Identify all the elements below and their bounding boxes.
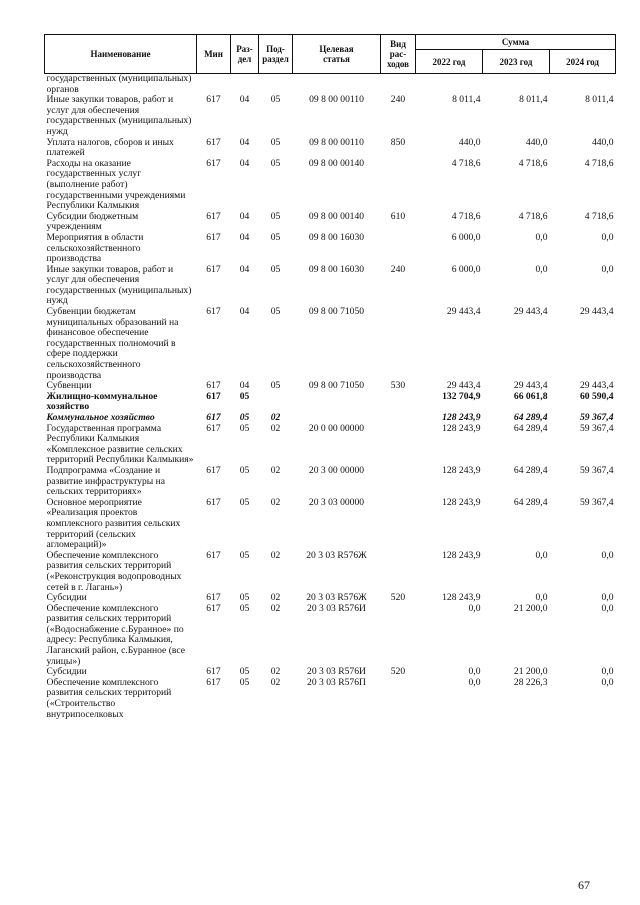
- cell-kind: [381, 551, 416, 593]
- cell-name: Государственная программа Республики Калмыкия «Комплексное развитие сельских территорий Республики Калмыкия»: [46, 422, 194, 466]
- header-sum: Сумма: [416, 35, 616, 50]
- cell-target: 20 3 03 R576Ж: [306, 549, 367, 561]
- cell-2022: 128 243,9: [442, 464, 481, 476]
- cell-subsection: 05: [270, 263, 281, 275]
- cell-2022: 440,0: [458, 136, 481, 148]
- cell-2022: 0,0: [468, 666, 481, 678]
- cell-subsection: 02: [270, 422, 281, 434]
- cell-section: 05: [239, 464, 250, 476]
- cell-min: 617: [206, 666, 221, 678]
- table-row: [45, 159, 616, 212]
- cell-section: 05: [239, 602, 250, 614]
- cell-2022: 0,0: [468, 676, 481, 688]
- cell-subsection: 05: [270, 94, 281, 106]
- cell-kind: 530: [390, 380, 406, 392]
- cell-2023: 0,0: [535, 263, 548, 275]
- cell-2024: 0,0: [601, 666, 614, 678]
- cell-2023: 4 718,6: [518, 210, 548, 222]
- cell-2023: 64 289,4: [513, 412, 548, 423]
- cell-target: 09 8 00 00110: [309, 136, 364, 148]
- cell-2024: 59 367,4: [579, 422, 614, 434]
- cell-section: 05: [239, 592, 250, 604]
- budget-table: [44, 34, 616, 720]
- cell-kind: [381, 413, 416, 424]
- cell-kind: [381, 466, 416, 498]
- cell-kind: [381, 498, 416, 551]
- cell-min: 617: [206, 496, 221, 508]
- cell-subsection: 05: [270, 380, 281, 392]
- table-body: [45, 74, 616, 721]
- cell-section: 05: [239, 390, 250, 402]
- cell-section: 05: [239, 412, 250, 423]
- cell-2023: 28 226,3: [513, 676, 548, 688]
- cell-2022: 128 243,9: [442, 422, 481, 434]
- table-row: [45, 74, 616, 96]
- cell-2022: 8 011,4: [452, 94, 481, 106]
- cell-2023: 21 200,0: [513, 602, 548, 614]
- cell-kind: 850: [390, 136, 406, 148]
- cell-name: Мероприятия в области сельскохозяйственного производства: [46, 231, 144, 265]
- cell-min: 617: [206, 210, 221, 222]
- cell-subsection: 02: [270, 592, 281, 604]
- cell-min: [197, 74, 231, 96]
- cell-name: Субвенции: [46, 380, 92, 392]
- cell-section: 04: [239, 380, 250, 392]
- cell-2022: 29 443,4: [446, 306, 481, 318]
- cell-subsection: 02: [270, 496, 281, 508]
- cell-name: Обеспечение комплексного развития сельских территорий («Строительство внутрипоселковых: [46, 676, 172, 720]
- cell-section: 05: [239, 422, 250, 434]
- cell-subsection: 02: [270, 666, 281, 678]
- cell-target: 09 8 00 71050: [308, 380, 365, 392]
- cell-min: 617: [206, 231, 221, 243]
- cell-kind: 240: [390, 263, 406, 275]
- cell-2022: 132 704,9: [442, 390, 481, 402]
- cell-name: Подпрограмма «Создание и развитие инфраструктуры на сельских территориях»: [46, 464, 165, 498]
- cell-subsection: 05: [270, 157, 281, 169]
- cell-2023: 0,0: [535, 549, 548, 561]
- header-2024: 2024 год: [550, 50, 616, 74]
- cell-section: 04: [239, 136, 250, 148]
- cell-2022: 128 243,9: [442, 412, 481, 423]
- cell-2023: 21 200,0: [513, 666, 548, 678]
- header-2022: 2022 год: [416, 50, 483, 74]
- table-row: [45, 265, 616, 307]
- cell-2022: 4 718,6: [451, 210, 481, 222]
- cell-2023: [483, 74, 550, 96]
- header-subsection: Под- раздел: [259, 35, 293, 74]
- cell-2023: 64 289,4: [513, 422, 548, 434]
- cell-target: 09 8 00 16030: [308, 263, 365, 275]
- cell-subsection: 02: [270, 676, 281, 688]
- cell-subsection: [259, 74, 293, 96]
- cell-name: Жилищно-коммунальное хозяйство: [46, 390, 158, 413]
- table-row: [45, 424, 616, 466]
- cell-2024: 60 590,4: [579, 390, 614, 402]
- cell-2024: 29 443,4: [579, 380, 614, 392]
- cell-subsection: 02: [270, 412, 281, 423]
- cell-2023: 4 718,6: [518, 157, 548, 169]
- cell-2024: 59 367,4: [579, 412, 614, 423]
- cell-2024: 0,0: [601, 592, 614, 604]
- cell-name: Субсидии бюджетным учреждениям: [46, 210, 139, 233]
- cell-2022: 128 243,9: [442, 549, 481, 561]
- table-row: [45, 604, 616, 668]
- cell-min: 617: [206, 380, 221, 392]
- cell-kind: [381, 307, 416, 381]
- cell-2022: 6 000,0: [451, 231, 481, 243]
- cell-section: 04: [239, 94, 250, 106]
- cell-section: 04: [239, 157, 250, 169]
- table-row: [45, 466, 616, 498]
- cell-target: 20 3 03 00000: [308, 496, 365, 508]
- cell-name: Субвенции бюджетам муниципальных образований на финансовое обеспечение государственных полномочий в сфере поддержки сельскохозяйственного производства: [46, 306, 179, 381]
- cell-kind: [381, 392, 416, 413]
- cell-target: 20 3 03 R576П: [307, 676, 366, 688]
- cell-2023: 64 289,4: [513, 464, 548, 476]
- cell-min: 617: [206, 306, 221, 318]
- cell-name: Уплата налогов, сборов и иных платежей: [46, 136, 174, 159]
- table-row: [45, 413, 616, 424]
- table-row: [45, 233, 616, 265]
- cell-kind: 240: [390, 94, 406, 106]
- cell-2024: 0,0: [601, 602, 614, 614]
- cell-kind: 520: [390, 592, 406, 604]
- cell-min: 617: [206, 390, 221, 402]
- cell-subsection: 02: [270, 602, 281, 614]
- cell-min: 617: [206, 464, 221, 476]
- cell-2022: 29 443,4: [446, 380, 481, 392]
- cell-min: 617: [206, 412, 221, 423]
- cell-2022: [416, 74, 483, 96]
- cell-kind: 520: [390, 666, 406, 678]
- cell-min: 617: [206, 157, 221, 169]
- cell-2024: 0,0: [601, 263, 614, 275]
- cell-kind: [381, 159, 416, 212]
- cell-section: 04: [239, 263, 250, 275]
- cell-section: 05: [239, 549, 250, 561]
- cell-subsection: 05: [270, 231, 281, 243]
- cell-target: [293, 413, 381, 424]
- cell-2022: 4 718,6: [451, 157, 481, 169]
- cell-min: 617: [206, 676, 221, 688]
- cell-2024: 59 367,4: [579, 496, 614, 508]
- cell-target: 09 8 00 00140: [308, 157, 365, 169]
- cell-kind: [381, 424, 416, 466]
- cell-section: 05: [239, 496, 250, 508]
- cell-min: 617: [206, 602, 221, 614]
- cell-name: Субсидии: [46, 592, 87, 604]
- table-row: [45, 212, 616, 233]
- cell-section: 04: [239, 306, 250, 318]
- cell-name: Иные закупки товаров, работ и услуг для обеспечения государственных (муниципальных) нужд: [46, 94, 192, 137]
- cell-subsection: 05: [270, 136, 281, 148]
- cell-subsection: [259, 392, 293, 413]
- cell-section: 05: [239, 666, 250, 678]
- cell-min: 617: [206, 94, 221, 106]
- cell-min: 617: [206, 592, 221, 604]
- table-row: [45, 678, 616, 720]
- cell-section: [231, 74, 259, 96]
- cell-target: 09 8 00 16030: [308, 231, 365, 243]
- cell-2023: 66 061,8: [513, 390, 548, 402]
- cell-min: 617: [206, 136, 221, 148]
- cell-name: Иные закупки товаров, работ и услуг для обеспечения государственных (муниципальных) нужд: [46, 263, 192, 307]
- cell-2024: 0,0: [601, 231, 614, 243]
- cell-2022: 128 243,9: [442, 592, 481, 604]
- cell-target: 20 0 00 00000: [308, 422, 365, 434]
- cell-kind: [381, 678, 416, 720]
- cell-2023: 64 289,4: [513, 496, 548, 508]
- cell-2024: 0,0: [601, 549, 614, 561]
- table-row: [45, 138, 616, 159]
- cell-subsection: 02: [270, 549, 281, 561]
- cell-min: 617: [206, 422, 221, 434]
- cell-min: 617: [206, 263, 221, 275]
- cell-2024: 0,0: [601, 676, 614, 688]
- cell-2022: 6 000,0: [451, 263, 481, 275]
- cell-target: 09 8 00 00110: [309, 94, 364, 106]
- cell-name: Обеспечение комплексного развития сельских территорий («Водоснабжение с.Буранное» по адресу: Республика Калмыкия, Лаганский район, с.Буранное (все улицы»): [46, 602, 186, 667]
- header-min: Мин: [197, 35, 231, 74]
- cell-target: 20 3 00 00000: [308, 464, 365, 476]
- cell-target: 09 8 00 00140: [308, 210, 365, 222]
- cell-2024: 4 718,6: [584, 157, 614, 169]
- cell-subsection: 05: [270, 210, 281, 222]
- cell-kind: 610: [390, 210, 406, 222]
- table-row: [45, 307, 616, 381]
- cell-name: Основное мероприятие «Реализация проектов комплексного развития сельских территорий (сельских агломераций)»: [46, 496, 181, 551]
- cell-section: 04: [239, 231, 250, 243]
- cell-2023: 29 443,4: [513, 380, 548, 392]
- cell-2023: 0,0: [535, 231, 548, 243]
- cell-target: [293, 392, 381, 413]
- header-2023: 2023 год: [483, 50, 550, 74]
- cell-2024: 440,0: [591, 136, 614, 148]
- table-row: [45, 95, 616, 137]
- cell-min: 617: [206, 549, 221, 561]
- header-kind: Вид рас- ходов: [381, 35, 416, 74]
- table-row: [45, 498, 616, 551]
- cell-name: Коммунальное хозяйство: [46, 412, 155, 423]
- table-header: [45, 35, 616, 74]
- header-name: Наименование: [45, 35, 197, 74]
- cell-kind: [381, 233, 416, 265]
- cell-2022: 0,0: [468, 602, 481, 614]
- page-number: 67: [578, 878, 590, 892]
- cell-kind: [381, 74, 416, 96]
- cell-name: государственных (муниципальных) органов: [46, 73, 192, 95]
- cell-subsection: 05: [270, 306, 281, 318]
- cell-2023: 0,0: [535, 592, 548, 604]
- header-section: Раз- дел: [231, 35, 259, 74]
- cell-2024: [550, 74, 616, 96]
- cell-2023: 29 443,4: [513, 306, 548, 318]
- cell-2024: 4 718,6: [584, 210, 614, 222]
- cell-target: 20 3 03 R576И: [307, 602, 366, 614]
- cell-2024: 8 011,4: [585, 94, 614, 106]
- cell-kind: [381, 604, 416, 668]
- cell-section: 04: [239, 210, 250, 222]
- cell-target: 20 3 03 R576Ж: [306, 592, 367, 604]
- cell-subsection: 02: [270, 464, 281, 476]
- cell-target: 09 8 00 71050: [308, 306, 365, 318]
- cell-2023: 8 011,4: [519, 94, 548, 106]
- cell-2023: 440,0: [525, 136, 548, 148]
- cell-2024: 59 367,4: [579, 464, 614, 476]
- cell-2024: 29 443,4: [579, 306, 614, 318]
- cell-section: 05: [239, 676, 250, 688]
- table-row: [45, 392, 616, 413]
- cell-target: 20 3 03 R576И: [307, 666, 366, 678]
- cell-target: [293, 74, 381, 96]
- cell-name: Расходы на оказание государственных услуг (выполнение работ) государственными учреждениями Республики Калмыкия: [46, 157, 186, 212]
- table-row: [45, 551, 616, 593]
- header-target: Целевая статья: [293, 35, 381, 74]
- cell-name: Субсидии: [46, 666, 87, 678]
- cell-name: Обеспечение комплексного развития сельских территорий («Реконструкция водопроводных сетей в г. Лагань»): [46, 549, 182, 593]
- cell-2022: 128 243,9: [442, 496, 481, 508]
